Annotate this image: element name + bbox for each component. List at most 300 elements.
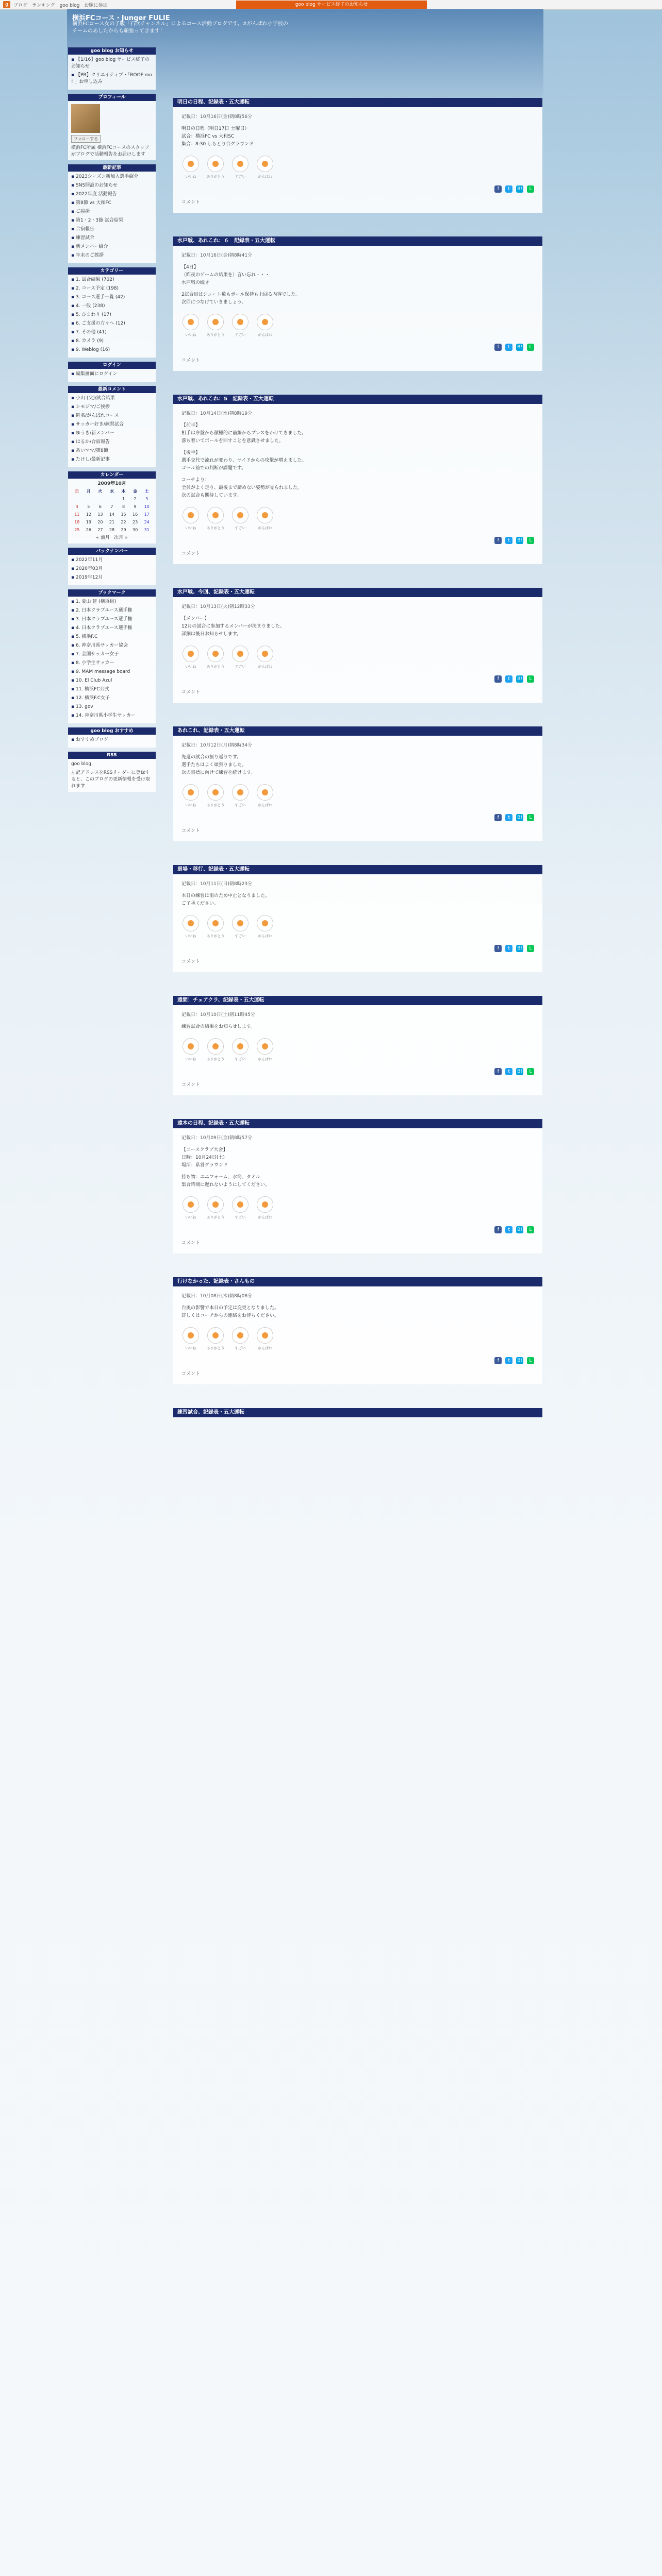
comment-link[interactable]: ▪ シモジマ/ご挨拶	[71, 404, 153, 411]
entry-body	[173, 1128, 542, 1253]
bookmark-link[interactable]: ▪ 7. 全国サッカー女子	[71, 651, 153, 658]
entry-title[interactable]: 明日の日程、記録表・五大運転	[173, 98, 542, 107]
reaction-icon	[207, 1196, 224, 1213]
share-buttons	[181, 814, 534, 822]
blog-entry	[173, 98, 542, 213]
facebook-share-icon[interactable]: f	[494, 1068, 502, 1075]
reaction-button[interactable]	[231, 1038, 250, 1063]
reaction-icon	[207, 915, 224, 931]
reaction-icon	[207, 156, 224, 172]
facebook-share-icon[interactable]: f	[494, 537, 502, 544]
reaction-label: ありがとう	[206, 665, 225, 669]
facebook-share-icon[interactable]: f	[494, 1226, 502, 1233]
reaction-icon	[257, 784, 273, 801]
reaction-label: いいね	[185, 175, 196, 179]
reaction-button[interactable]	[256, 1038, 274, 1063]
recent-entries-box	[68, 164, 156, 263]
backnumber-link[interactable]: ▪ 2020年03月	[71, 566, 153, 572]
blog-description: 横浜FCコース女の子版「石吹チャンネル」によるコース活動ブログです。#がんばれ小学校のチームのあしたからも頑張ってきます！	[72, 21, 288, 34]
blog-entry	[173, 996, 542, 1095]
reaction-label: すごい	[235, 526, 246, 530]
calendar-day[interactable]: 21	[109, 520, 115, 524]
category-link[interactable]: ▪ 7. その他 (41)	[71, 329, 153, 336]
reaction-label: がんばれ	[258, 526, 272, 530]
reaction-button[interactable]	[206, 1038, 225, 1063]
comment-link[interactable]: ▪ 匿名/がんばれコース	[71, 413, 153, 419]
recent-entry-link[interactable]: ▪ 2022年度 活動報告	[71, 191, 153, 198]
line-share-icon[interactable]: L	[527, 1226, 534, 1233]
reaction-button[interactable]	[256, 314, 274, 339]
hatena-bookmark-icon[interactable]: B!	[516, 1226, 523, 1233]
share-buttons	[181, 344, 534, 352]
bookmark-link[interactable]: ▪ 5. 横浜F.C	[71, 634, 153, 640]
entry-date: 記載日：10月16日(金)朝8時56分	[181, 114, 253, 120]
reaction-icon	[232, 507, 249, 523]
reaction-buttons	[181, 156, 534, 188]
bookmark-link[interactable]: ▪ 8. 小学生サッカー	[71, 660, 153, 667]
reaction-button[interactable]	[256, 915, 274, 940]
reaction-label: がんばれ	[258, 934, 272, 938]
line-share-icon[interactable]: L	[527, 814, 534, 821]
comment-link[interactable]: コメント	[181, 690, 201, 695]
weekday: 土	[144, 489, 149, 494]
reaction-button[interactable]	[206, 784, 225, 809]
twitter-share-icon[interactable]: t	[505, 1226, 512, 1233]
reaction-label: いいね	[185, 934, 196, 938]
reaction-icon	[232, 784, 249, 801]
goo-logo-icon[interactable]: g	[3, 1, 10, 8]
reaction-button[interactable]	[256, 1196, 274, 1222]
reaction-button[interactable]	[181, 1196, 200, 1222]
line-share-icon[interactable]: L	[527, 344, 534, 351]
entry-date: 記載日：10月13日(火)朝12時33分	[181, 604, 255, 609]
reaction-icon	[183, 1196, 199, 1213]
calendar-day[interactable]: 29	[121, 528, 126, 532]
entry-text	[181, 615, 534, 638]
facebook-share-icon[interactable]: f	[494, 1357, 502, 1364]
line-share-icon[interactable]: L	[527, 185, 534, 193]
facebook-share-icon[interactable]: f	[494, 814, 502, 821]
recent-entry-link[interactable]: ▪ 年末のご挨拶	[71, 252, 153, 259]
reaction-button[interactable]	[231, 1327, 250, 1352]
blog-entry	[173, 395, 542, 564]
reaction-label: いいね	[185, 1057, 196, 1061]
reaction-icon	[257, 646, 273, 662]
calendar-day[interactable]: 16	[133, 512, 138, 517]
reaction-icon	[257, 1327, 273, 1344]
sidebar	[68, 47, 156, 796]
twitter-share-icon[interactable]: t	[505, 945, 512, 952]
bookmark-link[interactable]: ▪ 10. El Club Azul	[71, 677, 153, 684]
reaction-label: いいね	[185, 665, 196, 669]
profile-title: プロフィール	[68, 94, 156, 101]
calendar-day[interactable]: 18	[74, 520, 80, 524]
reaction-button[interactable]	[256, 646, 274, 671]
reaction-icon	[257, 1196, 273, 1213]
share-buttons	[181, 675, 534, 684]
hatena-bookmark-icon[interactable]: B!	[516, 537, 523, 544]
facebook-share-icon[interactable]: f	[494, 185, 502, 193]
blog-entry	[173, 726, 542, 841]
entry-date: 記載日：10月10日(土)朝11時45分	[181, 1012, 255, 1018]
facebook-share-icon[interactable]: f	[494, 945, 502, 952]
share-buttons	[181, 185, 534, 194]
reaction-icon	[183, 646, 199, 662]
entry-body	[173, 1286, 542, 1384]
twitter-share-icon[interactable]: t	[505, 814, 512, 821]
entry-title[interactable]: 水戸戦、あれこれ：６ 記録表・五大運転	[173, 236, 542, 246]
categories-box	[68, 267, 156, 358]
entry-paragraph: 【前半】 相手は序盤から積極的に前線からプレスをかけてきました。 落ち着いてボールを回すことを意識させました。	[181, 423, 307, 444]
share-buttons	[181, 1068, 534, 1076]
reaction-button[interactable]	[181, 646, 200, 671]
twitter-share-icon[interactable]: t	[505, 344, 512, 351]
twitter-share-icon[interactable]: t	[505, 1357, 512, 1364]
reaction-label: ありがとう	[206, 803, 225, 807]
reaction-button[interactable]	[256, 1327, 274, 1352]
line-share-icon[interactable]: L	[527, 1068, 534, 1075]
blog-title[interactable]: 横浜FCコース・Junger FULIE	[72, 14, 170, 22]
reaction-button[interactable]	[256, 784, 274, 809]
recent-entry-link[interactable]: ▪ 新メンバー紹介	[71, 244, 153, 250]
bookmark-link[interactable]: ▪ 11. 横浜FC公式	[71, 686, 153, 693]
comment-link[interactable]: ▪ サッカー好き/練習試合	[71, 421, 153, 428]
entry-paragraph: 2試合目はシュート数もボール保持も上回る内容でした。 次回につなげていきましょう。	[181, 292, 301, 305]
calendar-day[interactable]: 28	[109, 528, 115, 532]
reaction-icon	[207, 646, 224, 662]
twitter-share-icon[interactable]: t	[505, 537, 512, 544]
reaction-label: すごい	[235, 1215, 246, 1219]
comment-link[interactable]: コメント	[181, 200, 201, 205]
reaction-button[interactable]	[231, 156, 250, 181]
reaction-icon	[183, 156, 199, 172]
reaction-button[interactable]	[181, 1038, 200, 1063]
calendar-day[interactable]: 27	[97, 528, 103, 532]
reaction-icon	[257, 507, 273, 523]
backnumber-link[interactable]: ▪ 2019年12月	[71, 574, 153, 581]
line-share-icon[interactable]: L	[527, 675, 534, 683]
calendar-day[interactable]: 25	[74, 528, 80, 532]
comment-link[interactable]: ▪ はるか/合宿報告	[71, 439, 153, 446]
share-buttons	[181, 537, 534, 545]
bookmark-link[interactable]: ▪ 2. 日本クラブユース選手権	[71, 607, 153, 614]
hatena-bookmark-icon[interactable]: B!	[516, 185, 523, 193]
hatena-bookmark-icon[interactable]: B!	[516, 1068, 523, 1075]
calendar-table	[71, 487, 153, 534]
entry-text	[181, 1304, 534, 1320]
backnumber-link[interactable]: ▪ 2022年11月	[71, 557, 153, 564]
top-link[interactable]: goo blog	[59, 3, 80, 8]
calendar-day[interactable]: 19	[86, 520, 91, 524]
calendar-day[interactable]: 26	[86, 528, 91, 532]
comment-link[interactable]: ▪ あいママ/第8節	[71, 448, 153, 454]
reaction-label: がんばれ	[258, 1215, 272, 1219]
top-link[interactable]: お題に参加	[84, 3, 108, 8]
weekday: 水	[109, 489, 114, 494]
reaction-icon	[257, 156, 273, 172]
hatena-bookmark-icon[interactable]: B!	[516, 945, 523, 952]
mybox-title: goo blog おすすめ	[68, 727, 156, 735]
entry-title[interactable]: あれこれ、記録表・五大運転	[173, 726, 542, 736]
reaction-buttons	[181, 1327, 534, 1359]
line-share-icon[interactable]: L	[527, 945, 534, 952]
calendar-day[interactable]: 10	[144, 504, 150, 509]
comment-link[interactable]: コメント	[181, 828, 201, 834]
twitter-share-icon[interactable]: t	[505, 185, 512, 193]
reaction-button[interactable]	[206, 314, 225, 339]
reaction-icon	[207, 507, 224, 523]
entry-date: 記載日：10月08日(木)朝8時08分	[181, 1294, 253, 1299]
reaction-button[interactable]	[206, 156, 225, 181]
category-link[interactable]: ▪ 2. コース予定 (198)	[71, 285, 153, 292]
calendar-day[interactable]: 6	[98, 504, 102, 509]
share-buttons	[181, 1226, 534, 1234]
reaction-icon	[183, 1327, 199, 1344]
reaction-icon	[183, 784, 199, 801]
calendar-day[interactable]: 23	[133, 520, 138, 524]
calendar-day	[94, 495, 106, 503]
bookmark-link[interactable]: ▪ 3. 日本クラブユース選手権	[71, 616, 153, 623]
calendar-day[interactable]: 15	[121, 512, 126, 517]
line-share-icon[interactable]: L	[527, 537, 534, 544]
recent-title: 最新記事	[68, 164, 156, 172]
reaction-button[interactable]	[206, 646, 225, 671]
calendar-day[interactable]: 24	[144, 520, 150, 524]
reaction-label: ありがとう	[206, 1215, 225, 1219]
bookmark-link[interactable]: ▪ 12. 横浜F.C女子	[71, 695, 153, 702]
recent-entry-link[interactable]: ▪ ご挨拶	[71, 209, 153, 215]
category-link[interactable]: ▪ 4. 一般 (238)	[71, 303, 153, 310]
calendar-day[interactable]: 30	[133, 528, 138, 532]
reaction-button[interactable]	[181, 314, 200, 339]
reaction-icon	[183, 314, 199, 330]
reaction-icon	[232, 156, 249, 172]
category-link[interactable]: ▪ 6. ご支援の方々へ (12)	[71, 320, 153, 327]
entry-paragraph: 明日の日程（明日17日 土曜日） 試合：横浜FC vs 大和SC 集合：8:30 しらとり台グラウンド	[181, 126, 254, 147]
comment-link[interactable]: ▪ たけし/最新記事	[71, 456, 153, 463]
reaction-icon	[232, 1038, 249, 1055]
entry-title[interactable]: 退場・移行、記録表・五大運転	[173, 865, 542, 874]
reaction-label: がんばれ	[258, 333, 272, 337]
service-end-banner[interactable]: goo blog サービス終了のお知らせ	[236, 1, 427, 9]
reaction-icon	[232, 1327, 249, 1344]
reaction-button[interactable]	[181, 784, 200, 809]
hatena-bookmark-icon[interactable]: B!	[516, 344, 523, 351]
reaction-button[interactable]	[206, 915, 225, 940]
reaction-label: がんばれ	[258, 1057, 272, 1061]
rss-box	[68, 752, 156, 792]
category-link[interactable]: ▪ 8. カメラ (9)	[71, 338, 153, 345]
entry-title[interactable]: 遠本の日程、記録表・五大運転	[173, 1119, 542, 1128]
login-link[interactable]: ▪ 編集画面にログイン	[71, 371, 153, 378]
calendar-day[interactable]: 22	[121, 520, 126, 524]
entry-paragraph: 本日の練習は雨のため中止となりました。 ご了承ください。	[181, 893, 270, 906]
reaction-button[interactable]	[181, 156, 200, 181]
twitter-share-icon[interactable]: t	[505, 1068, 512, 1075]
blog-entry	[173, 1277, 542, 1384]
follow-button[interactable]: フォローする	[71, 135, 101, 143]
twitter-share-icon[interactable]: t	[505, 675, 512, 683]
entry-date: 記載日：10月09日(金)朝8時57分	[181, 1136, 253, 1141]
reaction-label: ありがとう	[206, 333, 225, 337]
reaction-button[interactable]	[206, 1327, 225, 1352]
reaction-button[interactable]	[181, 915, 200, 940]
calendar-day[interactable]: 4	[75, 504, 78, 509]
category-link[interactable]: ▪ 3. コース選手一覧 (42)	[71, 294, 153, 301]
calendar-day[interactable]: 1	[122, 497, 125, 501]
entry-title[interactable]: 練習試合、記録表・五大運転	[173, 1408, 542, 1417]
notice-item[interactable]: ▪ 【1/16】goo blog サービス終了のお知らせ	[71, 57, 153, 70]
reaction-button[interactable]	[181, 1327, 200, 1352]
calendar-day[interactable]: 7	[110, 504, 113, 509]
reaction-icon	[257, 314, 273, 330]
hatena-bookmark-icon[interactable]: B!	[516, 1357, 523, 1364]
entry-text	[181, 892, 534, 908]
entry-title[interactable]: 水戸戦、今回、記録表・五大運転	[173, 588, 542, 597]
reaction-buttons	[181, 1196, 534, 1228]
reaction-button[interactable]	[256, 507, 274, 532]
comment-link[interactable]: コメント	[181, 358, 201, 363]
bookmark-link[interactable]: ▪ 9. MAM message board	[71, 669, 153, 675]
reaction-icon	[183, 507, 199, 523]
reaction-icon	[257, 1038, 273, 1055]
reaction-button[interactable]	[231, 314, 250, 339]
hatena-bookmark-icon[interactable]: B!	[516, 675, 523, 683]
calendar-day[interactable]: 8	[122, 504, 125, 509]
recent-entry-link[interactable]: ▪ 練習試合	[71, 235, 153, 242]
recent-entry-link[interactable]: ▪ 第8節 vs 大和FC	[71, 200, 153, 207]
bookmark-link[interactable]: ▪ 13. gov	[71, 704, 153, 710]
calendar-day	[106, 495, 118, 503]
reaction-icon	[207, 1327, 224, 1344]
entry-body	[173, 246, 542, 371]
entry-paragraph: 【メンバー】 12月の試合に参加するメンバーが決まりました。 詳細は後日お知らせします。	[181, 616, 285, 637]
notice-title: goo blog お知らせ	[68, 47, 156, 55]
bookmark-link[interactable]: ▪ 4. 日本クラブユース選手権	[71, 625, 153, 632]
mybox	[68, 727, 156, 748]
reaction-button[interactable]	[231, 646, 250, 671]
profile-image	[71, 104, 100, 133]
reaction-buttons	[181, 507, 534, 539]
reaction-button[interactable]	[206, 507, 225, 532]
reaction-button[interactable]	[181, 507, 200, 532]
reaction-button[interactable]	[231, 1196, 250, 1222]
facebook-share-icon[interactable]: f	[494, 344, 502, 351]
entry-paragraph: コーチより： 全員がよく走り、最後まで諦めない姿勢が見られました。 次の試合も期待しています。	[181, 478, 303, 498]
blog-entry	[173, 865, 542, 972]
comment-link[interactable]: コメント	[181, 1371, 201, 1377]
calendar-title: カレンダー	[68, 471, 156, 479]
reaction-button[interactable]	[256, 156, 274, 181]
recent-entry-link[interactable]: ▪ SNS開設のお知らせ	[71, 182, 153, 189]
entry-body	[173, 107, 542, 213]
calendar-day[interactable]: 14	[109, 512, 115, 517]
entry-title[interactable]: 水戸戦、あれこれ：5 記録表・五大運転	[173, 395, 542, 404]
top-link[interactable]: ブログ	[13, 3, 28, 8]
line-share-icon[interactable]: L	[527, 1357, 534, 1364]
top-link[interactable]: ランキング	[31, 3, 55, 8]
facebook-share-icon[interactable]: f	[494, 675, 502, 683]
calendar-prev-link[interactable]: « 前月	[96, 535, 110, 540]
calendar-day[interactable]: 9	[134, 504, 137, 509]
entry-paragraph: 先週の試合の振り返りです。 選手たちはよく頑張りました。 次の目標に向けて練習を続けます。	[181, 755, 256, 775]
blog-entry	[173, 588, 542, 703]
recent-entry-link[interactable]: ▪ 合宿報告	[71, 226, 153, 233]
reaction-buttons	[181, 784, 534, 816]
recent-entry-link[interactable]: ▪ 第1・2・3節 試合結果	[71, 217, 153, 224]
category-link[interactable]: ▪ 9. Weblog (16)	[71, 347, 153, 353]
reaction-label: すごい	[235, 1057, 246, 1061]
reaction-icon	[207, 314, 224, 330]
blog-entry	[173, 236, 542, 371]
mybox-link[interactable]: ▪ おすすめブログ	[71, 737, 153, 743]
entry-body	[173, 874, 542, 972]
reaction-label: いいね	[185, 803, 196, 807]
reaction-label: がんばれ	[258, 803, 272, 807]
calendar-day[interactable]: 20	[97, 520, 103, 524]
calendar-day[interactable]: 13	[97, 512, 103, 517]
calendar-day[interactable]: 3	[145, 497, 148, 501]
reaction-button[interactable]	[231, 784, 250, 809]
reaction-label: すごい	[235, 333, 246, 337]
rss-note: 左記アドレスをRSSリーダーに登録すると、このブログの更新情報を受け取れます	[71, 770, 151, 789]
weekday: 木	[121, 489, 126, 494]
hatena-bookmark-icon[interactable]: B!	[516, 814, 523, 821]
entry-date: 記載日：10月12日(月)朝8時34分	[181, 743, 253, 748]
comments-box	[68, 386, 156, 467]
comment-link[interactable]: ▪ ゆうき/新メンバー	[71, 430, 153, 437]
reaction-icon	[207, 1038, 224, 1055]
comment-link[interactable]: コメント	[181, 959, 201, 964]
entry-title[interactable]: 遠間！チェアクラ、記録表・五大運転	[173, 996, 542, 1005]
reaction-button[interactable]	[231, 507, 250, 532]
calendar-day[interactable]: 31	[144, 528, 150, 532]
calendar-box	[68, 471, 156, 544]
reaction-label: ありがとう	[206, 1346, 225, 1350]
calendar-day[interactable]: 5	[87, 504, 90, 509]
category-link[interactable]: ▪ 5. ひまわり (17)	[71, 312, 153, 318]
calendar-day[interactable]: 12	[86, 512, 91, 517]
reaction-icon	[232, 915, 249, 931]
entry-title[interactable]: 行けなかった、記録表・さんもの	[173, 1277, 542, 1286]
comment-link[interactable]: コメント	[181, 1082, 201, 1088]
entry-date: 記載日：10月14日(水)朝8時19分	[181, 411, 253, 416]
calendar-day[interactable]: 11	[74, 512, 80, 517]
reaction-button[interactable]	[231, 915, 250, 940]
calendar-day[interactable]: 17	[144, 512, 150, 517]
entry-date: 記載日：10月16日(金)朝8時41分	[181, 253, 253, 258]
weekday: 火	[98, 489, 103, 494]
bookmark-link[interactable]: ▪ 14. 神奈川県小学生サッカー	[71, 713, 153, 719]
rss-link[interactable]: goo blog	[71, 761, 92, 767]
notice-item[interactable]: ▪ 【PR】クリエイティブ・「ROOF mo ! 」お申し込み	[71, 72, 153, 86]
bookmark-link[interactable]: ▪ 1. 夏山 建 (横浜組)	[71, 599, 153, 605]
calendar-day[interactable]: 2	[134, 497, 137, 501]
calendar-days	[71, 495, 153, 534]
comment-link[interactable]: ▪ 小山 (父)/試合結果	[71, 395, 153, 402]
comment-link[interactable]: コメント	[181, 1241, 201, 1246]
calendar-next-link[interactable]: 次月 »	[114, 535, 128, 540]
recent-entry-link[interactable]: ▪ 2023シーズン新加入選手紹介	[71, 174, 153, 180]
bookmark-link[interactable]: ▪ 6. 神奈川県サッカー協会	[71, 642, 153, 649]
reaction-label: いいね	[185, 333, 196, 337]
comment-link[interactable]: コメント	[181, 551, 201, 556]
category-link[interactable]: ▪ 1. 試合結果 (702)	[71, 277, 153, 283]
entry-paragraph: 【ユースクラブ大会】 日時：10月24日(土) 場所：県営グラウンド	[181, 1147, 228, 1168]
backnumber-title: バックナンバー	[68, 548, 156, 555]
reaction-button[interactable]	[206, 1196, 225, 1222]
entry-text	[181, 1146, 534, 1189]
